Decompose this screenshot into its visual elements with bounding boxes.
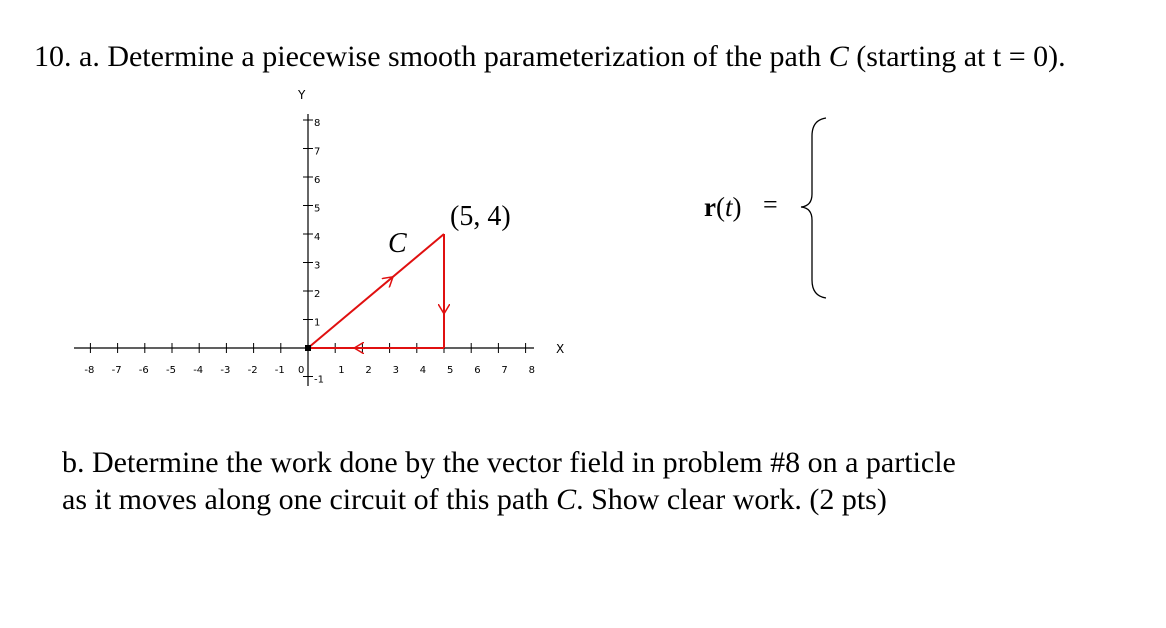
x-tick-label: 3 — [392, 365, 399, 376]
part-a-text-end: (starting at t = 0). — [856, 40, 1066, 73]
path-c — [305, 234, 444, 351]
question-number: 10. — [34, 40, 72, 73]
origin-marker — [305, 345, 311, 351]
x-tick-label: -2 — [247, 365, 258, 376]
part-b-text2-end: . Show clear work. (2 pts) — [576, 483, 887, 516]
path-variable: C — [828, 40, 849, 73]
r-argument: t — [724, 192, 733, 222]
equals-sign: = — [763, 190, 778, 219]
x-tick-label: 5 — [447, 365, 454, 376]
x-tick-label: 0 — [298, 365, 305, 376]
y-tick-label: 8 — [314, 118, 321, 129]
y-tick-label: 6 — [314, 175, 321, 186]
y-tick-label: 1 — [314, 317, 321, 329]
y-tick-label: 3 — [314, 260, 321, 272]
part-b-path-variable: C — [556, 483, 577, 516]
r-symbol: r — [704, 192, 716, 222]
piecewise-brace — [801, 118, 826, 298]
direction-arrow — [376, 277, 393, 291]
x-tick-label: -6 — [138, 365, 149, 376]
question-part-b-line2 — [62, 483, 887, 517]
y-tick-label: -1 — [314, 374, 324, 386]
part-b-text1: Determine the work done by the vector field in problem #8 on a particle — [92, 446, 956, 479]
x-tick-label: 6 — [474, 365, 481, 376]
part-a-label: a. — [79, 40, 100, 73]
x-tick-label: 2 — [365, 365, 372, 376]
x-tick-label: 7 — [501, 365, 508, 376]
y-tick-label: 4 — [314, 232, 321, 243]
x-tick-label: -1 — [274, 365, 285, 376]
part-b-text2: as it moves along one circuit of this path — [62, 483, 549, 516]
r-of-t-label: r(t) — [704, 192, 742, 222]
question-part-b-line1 — [62, 446, 956, 480]
x-tick-label: 4 — [419, 365, 427, 376]
part-b-label: b. — [62, 446, 85, 479]
x-tick-label: -3 — [220, 365, 231, 376]
point-label: (5, 4) — [450, 201, 511, 232]
x-tick-label: -5 — [166, 365, 176, 376]
x-tick-label: 8 — [528, 365, 535, 376]
part-a-text: Determine a piecewise smooth parameterization of the path — [107, 40, 822, 73]
y-tick-label: 2 — [314, 289, 321, 300]
x-axis-name: X — [556, 342, 565, 356]
x-tick-label: -8 — [84, 365, 95, 376]
x-tick-label: -7 — [111, 365, 122, 376]
y-tick-label: 7 — [314, 146, 321, 158]
y-axis-name: Y — [298, 88, 306, 102]
path-c-label: C — [388, 228, 407, 259]
x-tick-label: -4 — [193, 365, 204, 376]
x-tick-label: 1 — [338, 365, 345, 376]
y-tick-label: 5 — [314, 203, 321, 215]
